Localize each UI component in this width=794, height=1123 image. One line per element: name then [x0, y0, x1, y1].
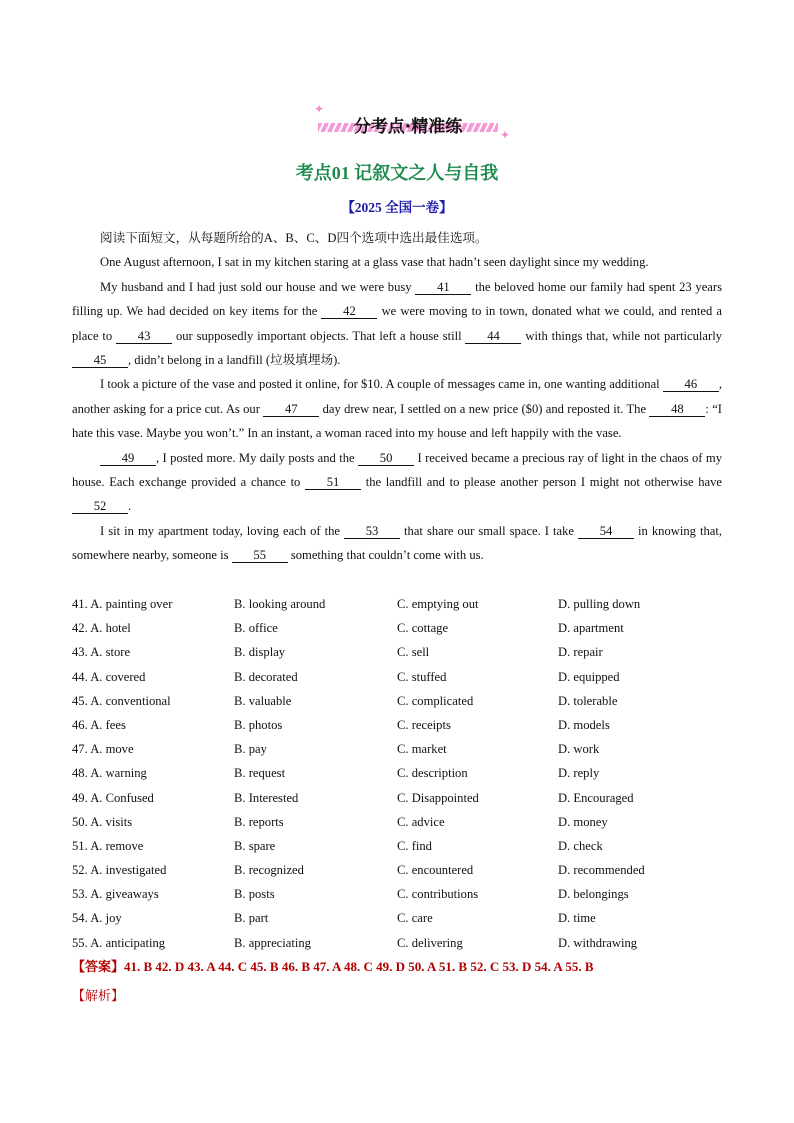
text-segment: I received became a precious ray of light in the chaos of my house. Each exchange provided a chance to	[72, 450, 722, 490]
option-d: D. work	[558, 742, 600, 757]
question-row	[72, 858, 732, 882]
option-c: C. cottage	[397, 621, 449, 636]
option-c: C. emptying out	[397, 597, 479, 611]
option-a: 42. A. hotel	[72, 621, 131, 636]
option-c: C. stuffed	[397, 669, 447, 684]
passage	[72, 226, 722, 568]
option-d: D. recommended	[558, 863, 645, 878]
blank-55: 55	[232, 548, 288, 563]
option-b: B. office	[234, 621, 278, 636]
text-segment: the beloved home our family had spent 23 years filling up. We had decided on key items for the	[72, 279, 722, 319]
question-row	[72, 786, 732, 810]
option-c: C. receipts	[397, 717, 451, 732]
option-c: C. advice	[397, 814, 445, 829]
question-row	[72, 761, 732, 785]
option-b: B. Interested	[234, 790, 299, 805]
text-segment: I sit in my apartment today, loving each of the	[100, 523, 345, 538]
option-b: B. part	[234, 911, 269, 926]
text-segment: , I posted more. My daily posts and the	[156, 450, 359, 465]
option-a: 55. A. anticipating	[72, 935, 166, 950]
option-b: B. decorated	[234, 669, 298, 684]
text-segment: My husband and I had just sold our house and we were busy	[100, 279, 416, 294]
option-d: D. models	[558, 717, 610, 732]
option-a: 49. A. Confused	[72, 790, 154, 805]
option-c: C. find	[397, 838, 432, 853]
option-a: 48. A. warning	[72, 766, 147, 781]
option-c: C. description	[397, 766, 468, 781]
exam-source: 【2025 全国一卷】	[341, 200, 453, 215]
option-a: 46. A. fees	[72, 717, 126, 732]
question-row	[72, 713, 732, 737]
option-c: C. delivering	[397, 935, 463, 950]
option-a: 50. A. visits	[72, 814, 133, 829]
option-d: D. money	[558, 814, 608, 829]
text-segment: our supposedly important objects. That left a house still	[172, 328, 466, 343]
option-a: 53. A. giveaways	[72, 887, 159, 902]
option-b: B. appreciating	[234, 935, 311, 950]
option-d: D. tolerable	[558, 693, 618, 708]
blank-41: 41	[415, 280, 471, 295]
sparkle-icon: ✦	[314, 102, 325, 116]
question-row	[72, 737, 732, 761]
instruction: 阅读下面短文，从每题所给的A、B、C、D四个选项中选出最佳选项。	[100, 231, 488, 245]
paragraph	[72, 519, 722, 568]
question-row	[72, 882, 732, 906]
option-d: D. Encouraged	[558, 790, 634, 805]
option-d: D. apartment	[558, 621, 624, 636]
paragraph	[72, 372, 722, 445]
blank-42: 42	[321, 304, 377, 319]
option-d: D. equipped	[558, 669, 620, 684]
question-row	[72, 592, 732, 616]
text-segment: that share our small space. I take	[400, 523, 579, 538]
blank-47: 47	[263, 402, 319, 417]
option-d: D. belongings	[558, 887, 629, 902]
option-b: B. display	[234, 645, 286, 660]
option-a: 45. A. conventional	[72, 693, 171, 708]
option-b: B. request	[234, 766, 286, 781]
question-row	[72, 931, 732, 955]
option-a: 43. A. store	[72, 645, 131, 660]
text-segment: the landfill and to please another person I might not otherwise have	[361, 475, 722, 490]
blank-49: 49	[100, 451, 156, 466]
options-list	[72, 592, 732, 955]
option-c: C. care	[397, 911, 433, 926]
option-c: C. sell	[397, 645, 430, 660]
blank-50: 50	[358, 451, 414, 466]
text-segment: with things that, while not particularly	[521, 328, 722, 343]
blank-43: 43	[116, 329, 172, 344]
paragraph	[72, 275, 722, 373]
option-b: B. pay	[234, 742, 267, 757]
option-d: D. repair	[558, 645, 603, 660]
banner-text: 分考点·精准练	[353, 117, 463, 137]
option-a: 41. A. painting over	[72, 597, 173, 611]
option-a: 51. A. remove	[72, 838, 144, 853]
option-b: B. photos	[234, 717, 283, 732]
option-c: C. complicated	[397, 693, 474, 708]
section-title: 考点01 记叙文之人与自我	[295, 163, 499, 183]
text-segment: One August afternoon, I sat in my kitchen staring at a glass vase that hadn’t seen daylight since my wedding.	[100, 255, 649, 270]
blank-46: 46	[663, 377, 719, 392]
option-d: D. reply	[558, 766, 600, 781]
option-c: C. encountered	[397, 863, 474, 878]
section-banner	[314, 102, 511, 142]
text-segment: in knowing that, somewhere nearby, someone is	[72, 523, 722, 563]
text-segment: I took a picture of the vase and posted it online, for $10. A couple of messages came in, one wanting additional	[100, 377, 663, 392]
option-c: C. market	[397, 742, 447, 757]
text-segment: we were moving to in town, donated what we could, and rented a place to	[72, 304, 722, 343]
option-b: B. reports	[234, 814, 284, 829]
option-a: 44. A. covered	[72, 669, 146, 684]
blank-52: 52	[72, 499, 128, 514]
text-segment: .	[128, 499, 132, 514]
option-d: D. time	[558, 911, 596, 926]
option-d: D. pulling down	[558, 597, 641, 611]
option-a: 47. A. move	[72, 742, 134, 757]
option-b: B. spare	[234, 838, 276, 853]
text-segment: day drew near, I settled on a new price ($0) and reposted it. The	[319, 401, 650, 416]
option-b: B. recognized	[234, 863, 304, 878]
option-b: B. looking around	[234, 597, 326, 611]
question-row	[72, 834, 732, 858]
analysis-label: 【解析】	[72, 988, 125, 1003]
option-d: D. check	[558, 838, 603, 853]
option-b: B. posts	[234, 887, 275, 902]
answer-key: 【答案】41. B 42. D 43. A 44. C 45. B 46. B 47. A 48. C 49. D 50. A 51. B 52. C 53. D 54. A 55. B	[72, 959, 594, 974]
question-row	[72, 906, 732, 930]
blank-48: 48	[649, 402, 705, 417]
option-a: 54. A. joy	[72, 911, 122, 926]
option-c: C. contributions	[397, 887, 479, 902]
option-d: D. withdrawing	[558, 935, 638, 950]
blank-44: 44	[465, 329, 521, 344]
question-row	[72, 810, 732, 834]
option-a: 52. A. investigated	[72, 863, 167, 878]
blank-45: 45	[72, 353, 128, 368]
blank-51: 51	[305, 475, 361, 490]
question-row	[72, 689, 732, 713]
paragraph	[72, 250, 722, 274]
question-row	[72, 665, 732, 689]
text-segment: , didn’t belong in a landfill (垃圾填埋场).	[128, 353, 341, 368]
question-row	[72, 616, 732, 640]
blank-54: 54	[578, 524, 634, 539]
blank-53: 53	[344, 524, 400, 539]
paragraph	[72, 446, 722, 519]
sparkle-icon: ✦	[500, 128, 511, 142]
question-row	[72, 640, 732, 664]
option-c: C. Disappointed	[397, 790, 479, 805]
text-segment: something that couldn’t come with us.	[287, 548, 484, 563]
text-segment: , another asking for a price cut. As our	[72, 377, 722, 416]
text-segment: : “I hate this vase. Maybe you won’t.” In an instant, a woman raced into my house and left happily with the vase.	[72, 401, 722, 441]
option-b: B. valuable	[234, 693, 292, 708]
